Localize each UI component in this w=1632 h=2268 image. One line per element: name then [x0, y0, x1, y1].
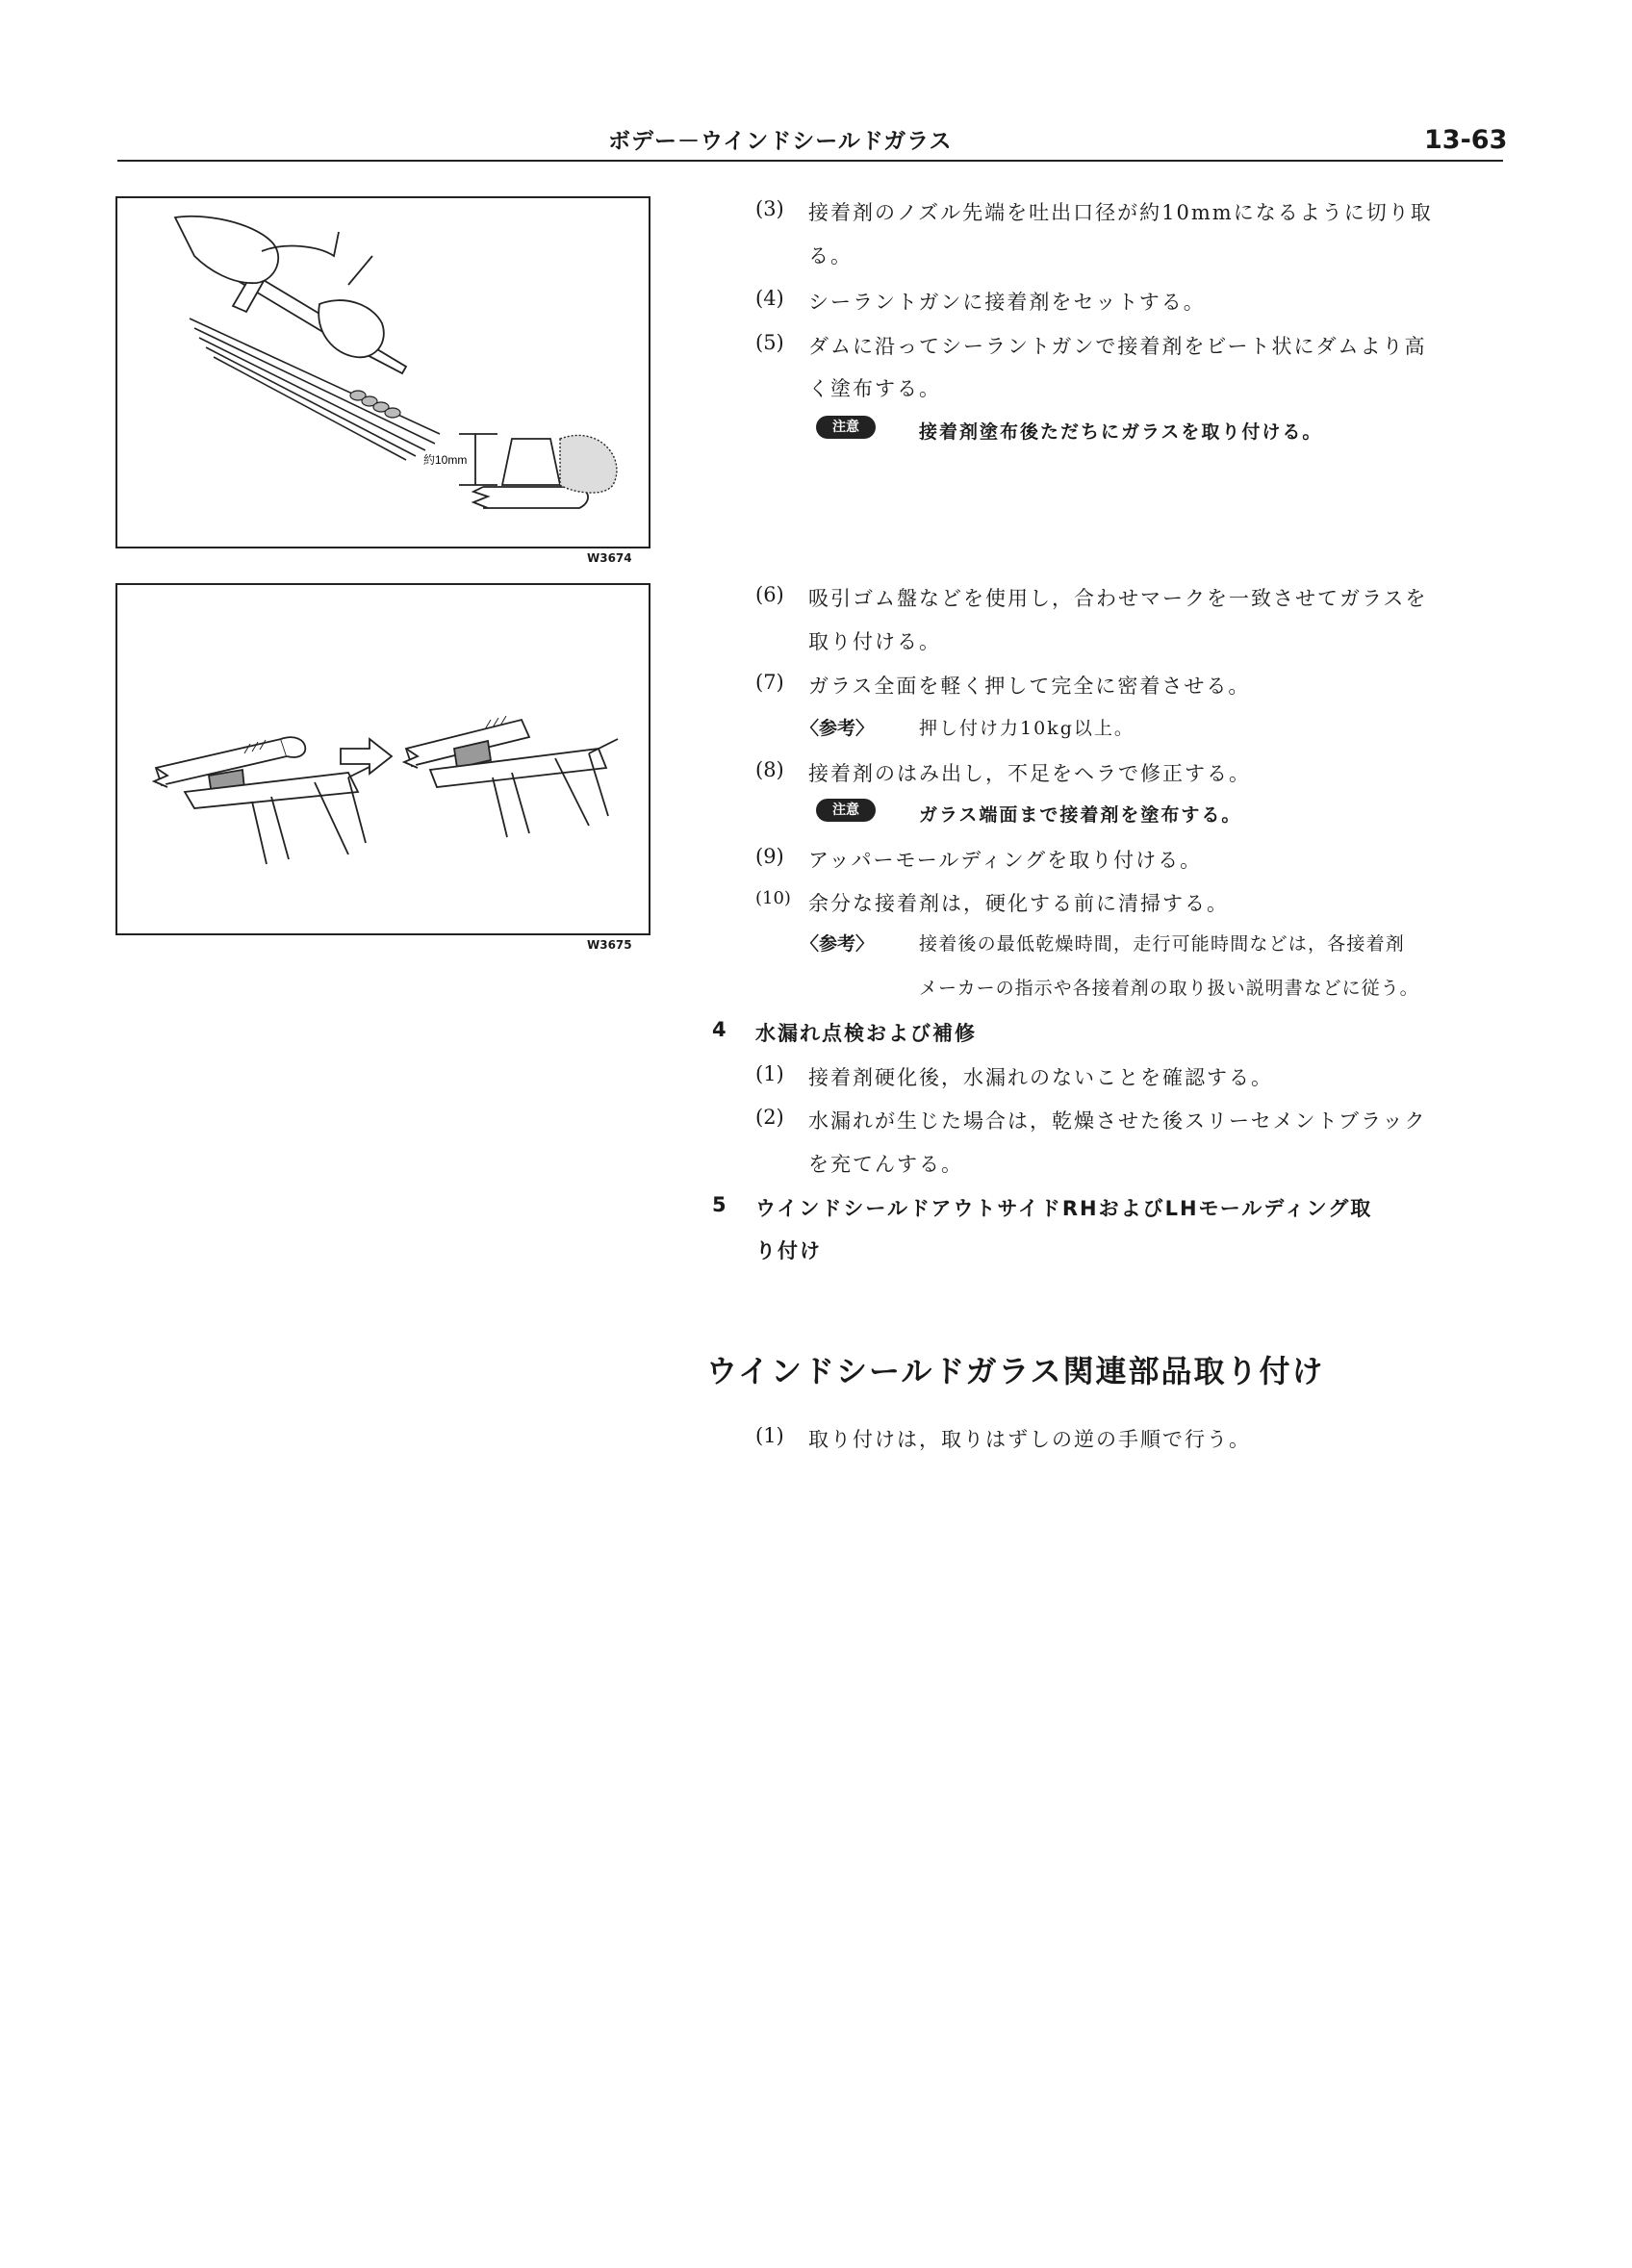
caution-badge-1: 注意 [816, 416, 876, 439]
dimension-label: 約10mm [423, 453, 468, 467]
step-8-number: (8) [755, 758, 784, 781]
section-4-title: 水漏れ点検および補修 [755, 1022, 977, 1045]
figure-code-1: W3674 [587, 551, 632, 565]
page-number: 13-63 [1424, 125, 1508, 155]
section-5-number: 5 [712, 1193, 727, 1216]
figure-code-2: W3675 [587, 938, 632, 952]
section-4-step-1-number: (1) [755, 1062, 784, 1085]
page-header-title: ボデー－ウインドシールドガラス [608, 129, 953, 154]
step-10-number: (10) [755, 888, 791, 908]
step-10-line1: 余分な接着剤は，硬化する前に清掃する。 [808, 892, 1229, 915]
reference-text-2-line2: メーカーの指示や各接着剤の取り扱い説明書などに従う。 [919, 978, 1419, 999]
section-5-line1: ウインドシールドアウトサイドRHおよびLHモールディング取 [755, 1197, 1373, 1220]
glass-install-illustration [117, 585, 649, 933]
step-4-number: (4) [755, 287, 784, 310]
reference-text-2-line1: 接着後の最低乾燥時間，走行可能時間などは，各接着剤 [919, 933, 1406, 955]
section-4-number: 4 [712, 1018, 727, 1041]
reference-label-2: 〈参考〉 [801, 933, 875, 955]
step-6-number: (6) [755, 583, 784, 606]
figure-sealant-gun [115, 196, 650, 548]
step-3-number: (3) [755, 197, 784, 220]
step-5-number: (5) [755, 331, 784, 354]
heading-step-1-line1: 取り付けは，取りはずしの逆の手順で行う。 [808, 1428, 1251, 1451]
step-3-line1: 接着剤のノズル先端を吐出口径が約10mmになるように切り取 [808, 201, 1433, 224]
caution-badge-2: 注意 [816, 799, 876, 822]
caution-text-2: ガラス端面まで接着剤を塗布する。 [919, 804, 1242, 826]
step-3-line2: る。 [808, 244, 853, 268]
caution-text-1: 接着剤塗布後ただちにガラスを取り付ける。 [919, 421, 1323, 443]
step-8-line1: 接着剤のはみ出し，不足をヘラで修正する。 [808, 762, 1251, 785]
section-4-step-1-line1: 接着剤硬化後，水漏れのないことを確認する。 [808, 1066, 1273, 1089]
reference-label-1: 〈参考〉 [801, 718, 875, 739]
sealant-gun-illustration [117, 198, 649, 547]
step-4-line1: シーラントガンに接着剤をセットする。 [808, 291, 1206, 314]
section-heading: ウインドシールドガラス関連部品取り付け [706, 1353, 1325, 1389]
step-6-line1: 吸引ゴム盤などを使用し，合わせマークを一致させてガラスを [808, 587, 1428, 610]
heading-step-1-number: (1) [755, 1424, 784, 1447]
section-4-step-2-number: (2) [755, 1106, 784, 1129]
step-7-line1: ガラス全面を軽く押して完全に密着させる。 [808, 675, 1251, 698]
figure-glass-install [115, 583, 650, 935]
step-6-line2: 取り付ける。 [808, 630, 941, 653]
section-5-line2: り付け [755, 1239, 822, 1262]
step-7-number: (7) [755, 671, 784, 694]
section-4-step-2-line1: 水漏れが生じた場合は，乾燥させた後スリーセメントブラック [808, 1109, 1427, 1133]
step-9-number: (9) [755, 845, 784, 868]
step-5-line1: ダムに沿ってシーラントガンで接着剤をビート状にダムより高 [808, 335, 1427, 358]
reference-text-1: 押し付け力10kg以上。 [919, 718, 1135, 739]
header-rule [117, 160, 1503, 162]
step-9-line1: アッパーモールディングを取り付ける。 [808, 849, 1203, 872]
step-5-line2: く塗布する。 [808, 377, 941, 400]
section-4-step-2-line2: を充てんする。 [808, 1153, 963, 1176]
